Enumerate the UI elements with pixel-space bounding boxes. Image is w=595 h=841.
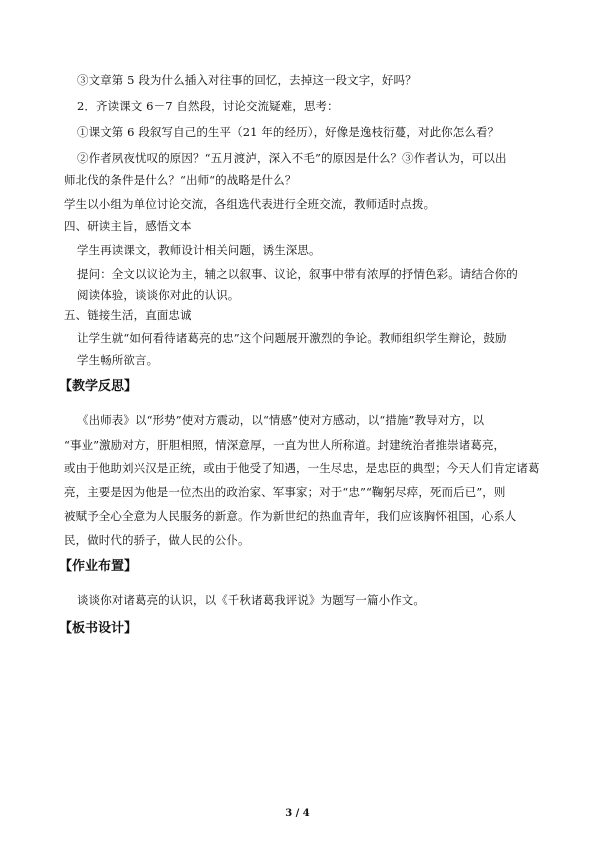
homework-heading: 【作业布置】 [59,559,138,574]
body-line-1: ③文章第 5 段为什么插入对往事的回忆，去掉这一段文字，好吗？ [77,73,417,87]
body-line-10: 阅读体验，谈谈你对此的认识。 [77,288,240,302]
reflection-line-1: 《出师表》以“形势”使对方震动，以“情感”使对方感动，以“措施”教导对方，以 [77,413,485,427]
homework-line-1: 谈谈你对诸葛亮的认识，以《千秋诸葛我评说》为题写一篇小作文。 [77,593,425,607]
board-heading: 【板书设计】 [59,621,138,636]
body-line-8: 学生再读课文，教师设计相关问题，诱生深思。 [77,243,321,257]
section-five-title: 五、链接生活，直面忠诚 [64,308,192,322]
reflection-heading: 【教学反思】 [59,379,138,394]
body-line-13: 学生畅所欲言。 [77,353,159,367]
section-four-title: 四、研读主旨，感悟文本 [64,219,192,233]
reflection-line-4: 亮，主要是因为他是一位杰出的政治家、军事家；对于“忠”“鞠躬尽瘁，死而后已”，则 [64,485,506,499]
body-line-12: 让学生就“如何看待诸葛亮的忠”这个问题展开激烈的争论。教师组织学生辩论，鼓励 [77,331,507,345]
body-line-2: 2．齐读课文 6－7 自然段，讨论交流疑难，思考： [77,99,339,113]
body-line-9: 提问：全文以议论为主，辅之以叙事、议论，叙事中带有浓厚的抒情色彩。请结合你的 [77,267,518,281]
body-line-6: 学生以小组为单位讨论交流，各组选代表进行全班交流，教师适时点拨。 [64,197,436,211]
body-line-5: 师北伐的条件是什么？“出师“的战略是什么？ [64,173,297,187]
body-line-3: ①课文第 6 段叙写自己的生平（21 年的经历），好像是逸枝衍蔓，对此你怎么看？ [77,125,500,139]
page-number: 3 / 4 [285,808,310,819]
reflection-line-3: 或由于他助刘兴汉是正统，或由于他受了知遇，一生尽忠，是忠臣的典型；今天人们肯定诸葛 [64,461,540,475]
reflection-line-2: “事业”激励对方，肝胆相照，情深意厚，一直为世人所称道。封建统治者推崇诸葛亮， [64,438,506,452]
reflection-line-6: 民，做时代的骄子，做人民的公仆。 [64,533,250,547]
body-line-4: ②作者夙夜忧叹的原因？“五月渡泸，深入不毛”的原因是什么？③作者认为，可以出 [77,151,507,165]
reflection-line-5: 被赋予全心全意为人民服务的新意。作为新世纪的热血青年，我们应该胸怀祖国，心系人 [64,509,517,523]
